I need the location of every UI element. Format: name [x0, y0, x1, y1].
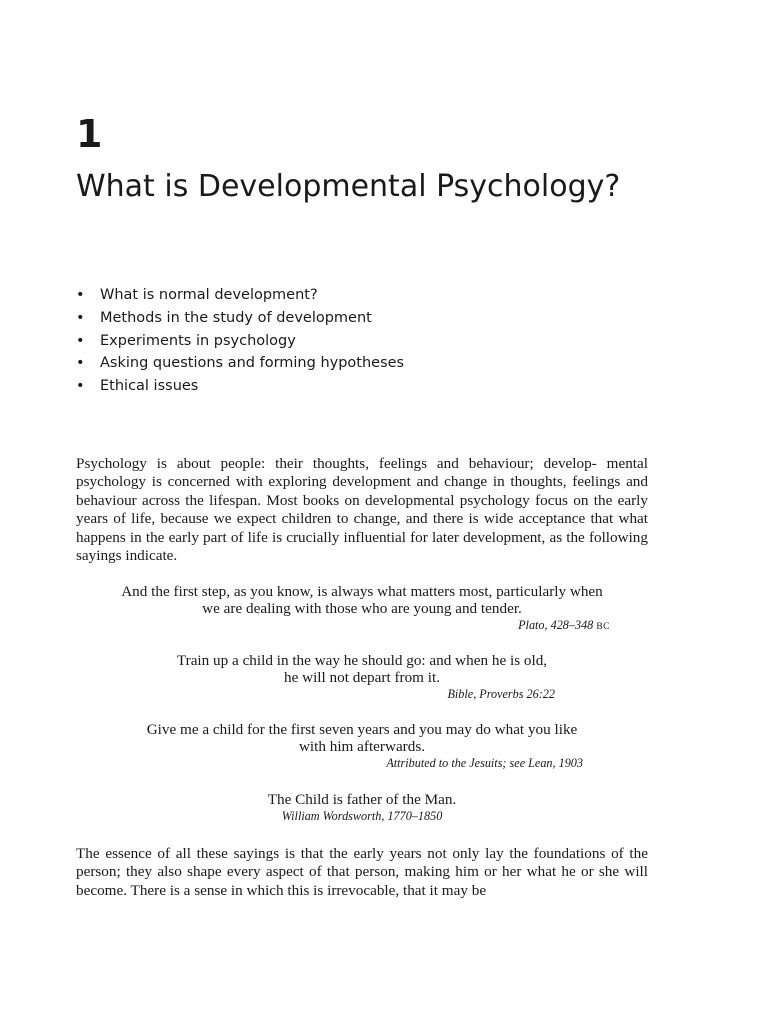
outline-item [76, 375, 404, 398]
quote-line: with him afterwards. [298, 738, 426, 755]
outline-item [76, 352, 404, 375]
closing-paragraph: The essence of all these sayings is that the early years not only lay the foundations of the person; they also shape every aspect of that person, making him or her what he or she will become. There is a sense in which this is irrevocable, that it may be [76, 845, 648, 899]
bullet-icon: • [76, 332, 85, 349]
quote-attribution: Attributed to the Jesuits; see Lean, 1903 [386, 756, 583, 770]
chapter-title: What is Developmental Psychology? [76, 169, 621, 204]
quote-line: he will not depart from it. [283, 669, 441, 686]
outline-item [76, 307, 404, 330]
outline-item-label: Methods in the study of development [100, 309, 372, 326]
outline-item [76, 284, 404, 307]
quote-line: The Child is father of the Man. [267, 791, 457, 808]
era-suffix: BC [596, 622, 610, 632]
quote-line: Give me a child for the first seven years and you may do what you like [146, 721, 578, 738]
outline-item [76, 330, 404, 353]
outline-item-label: Ethical issues [100, 378, 199, 395]
quote-plato [96, 583, 628, 635]
attribution-text: Plato, 428–348 [518, 618, 594, 632]
quote-text [96, 721, 628, 755]
quote-line: Train up a child in the way he should go: and when he is old, [176, 652, 548, 669]
quote-wordsworth [96, 791, 628, 824]
intro-paragraph: Psychology is about people: their thoughts, feelings and behaviour; develop- mental psychology is concerned with exploring development and change in thoughts, feelings and behaviour across the lifespan. Most books on developmental psychology focus on the early years of life, because we expect children to change, and there is wide acceptance that what happens in the early part of life is crucially influential for later development, as the following sayings indicate. [76, 455, 648, 565]
outline-item-label: Asking questions and forming hypotheses [100, 355, 405, 372]
bullet-icon: • [76, 309, 85, 326]
quote-text [96, 583, 628, 617]
quote-line: we are dealing with those who are young and tender. [202, 600, 522, 617]
quote-text [96, 791, 628, 808]
outline-item-label: Experiments in psychology [100, 332, 296, 349]
quote-attribution: Bible, Proverbs 26:22 [447, 687, 555, 701]
outline-item-label: What is normal development? [100, 287, 318, 303]
chapter-outline [76, 284, 404, 398]
quote-bible [96, 652, 628, 702]
quote-attribution [96, 617, 628, 635]
bullet-icon: • [76, 355, 85, 372]
quote-text [96, 652, 628, 686]
quote-line: And the first step, as you know, is always what matters most, particularly when [121, 583, 603, 600]
chapter-number: 1 [76, 112, 103, 156]
quote-attribution: William Wordsworth, 1770–1850 [281, 809, 443, 823]
bullet-icon: • [76, 287, 85, 303]
quote-jesuits [96, 721, 628, 771]
bullet-icon: • [76, 378, 85, 395]
